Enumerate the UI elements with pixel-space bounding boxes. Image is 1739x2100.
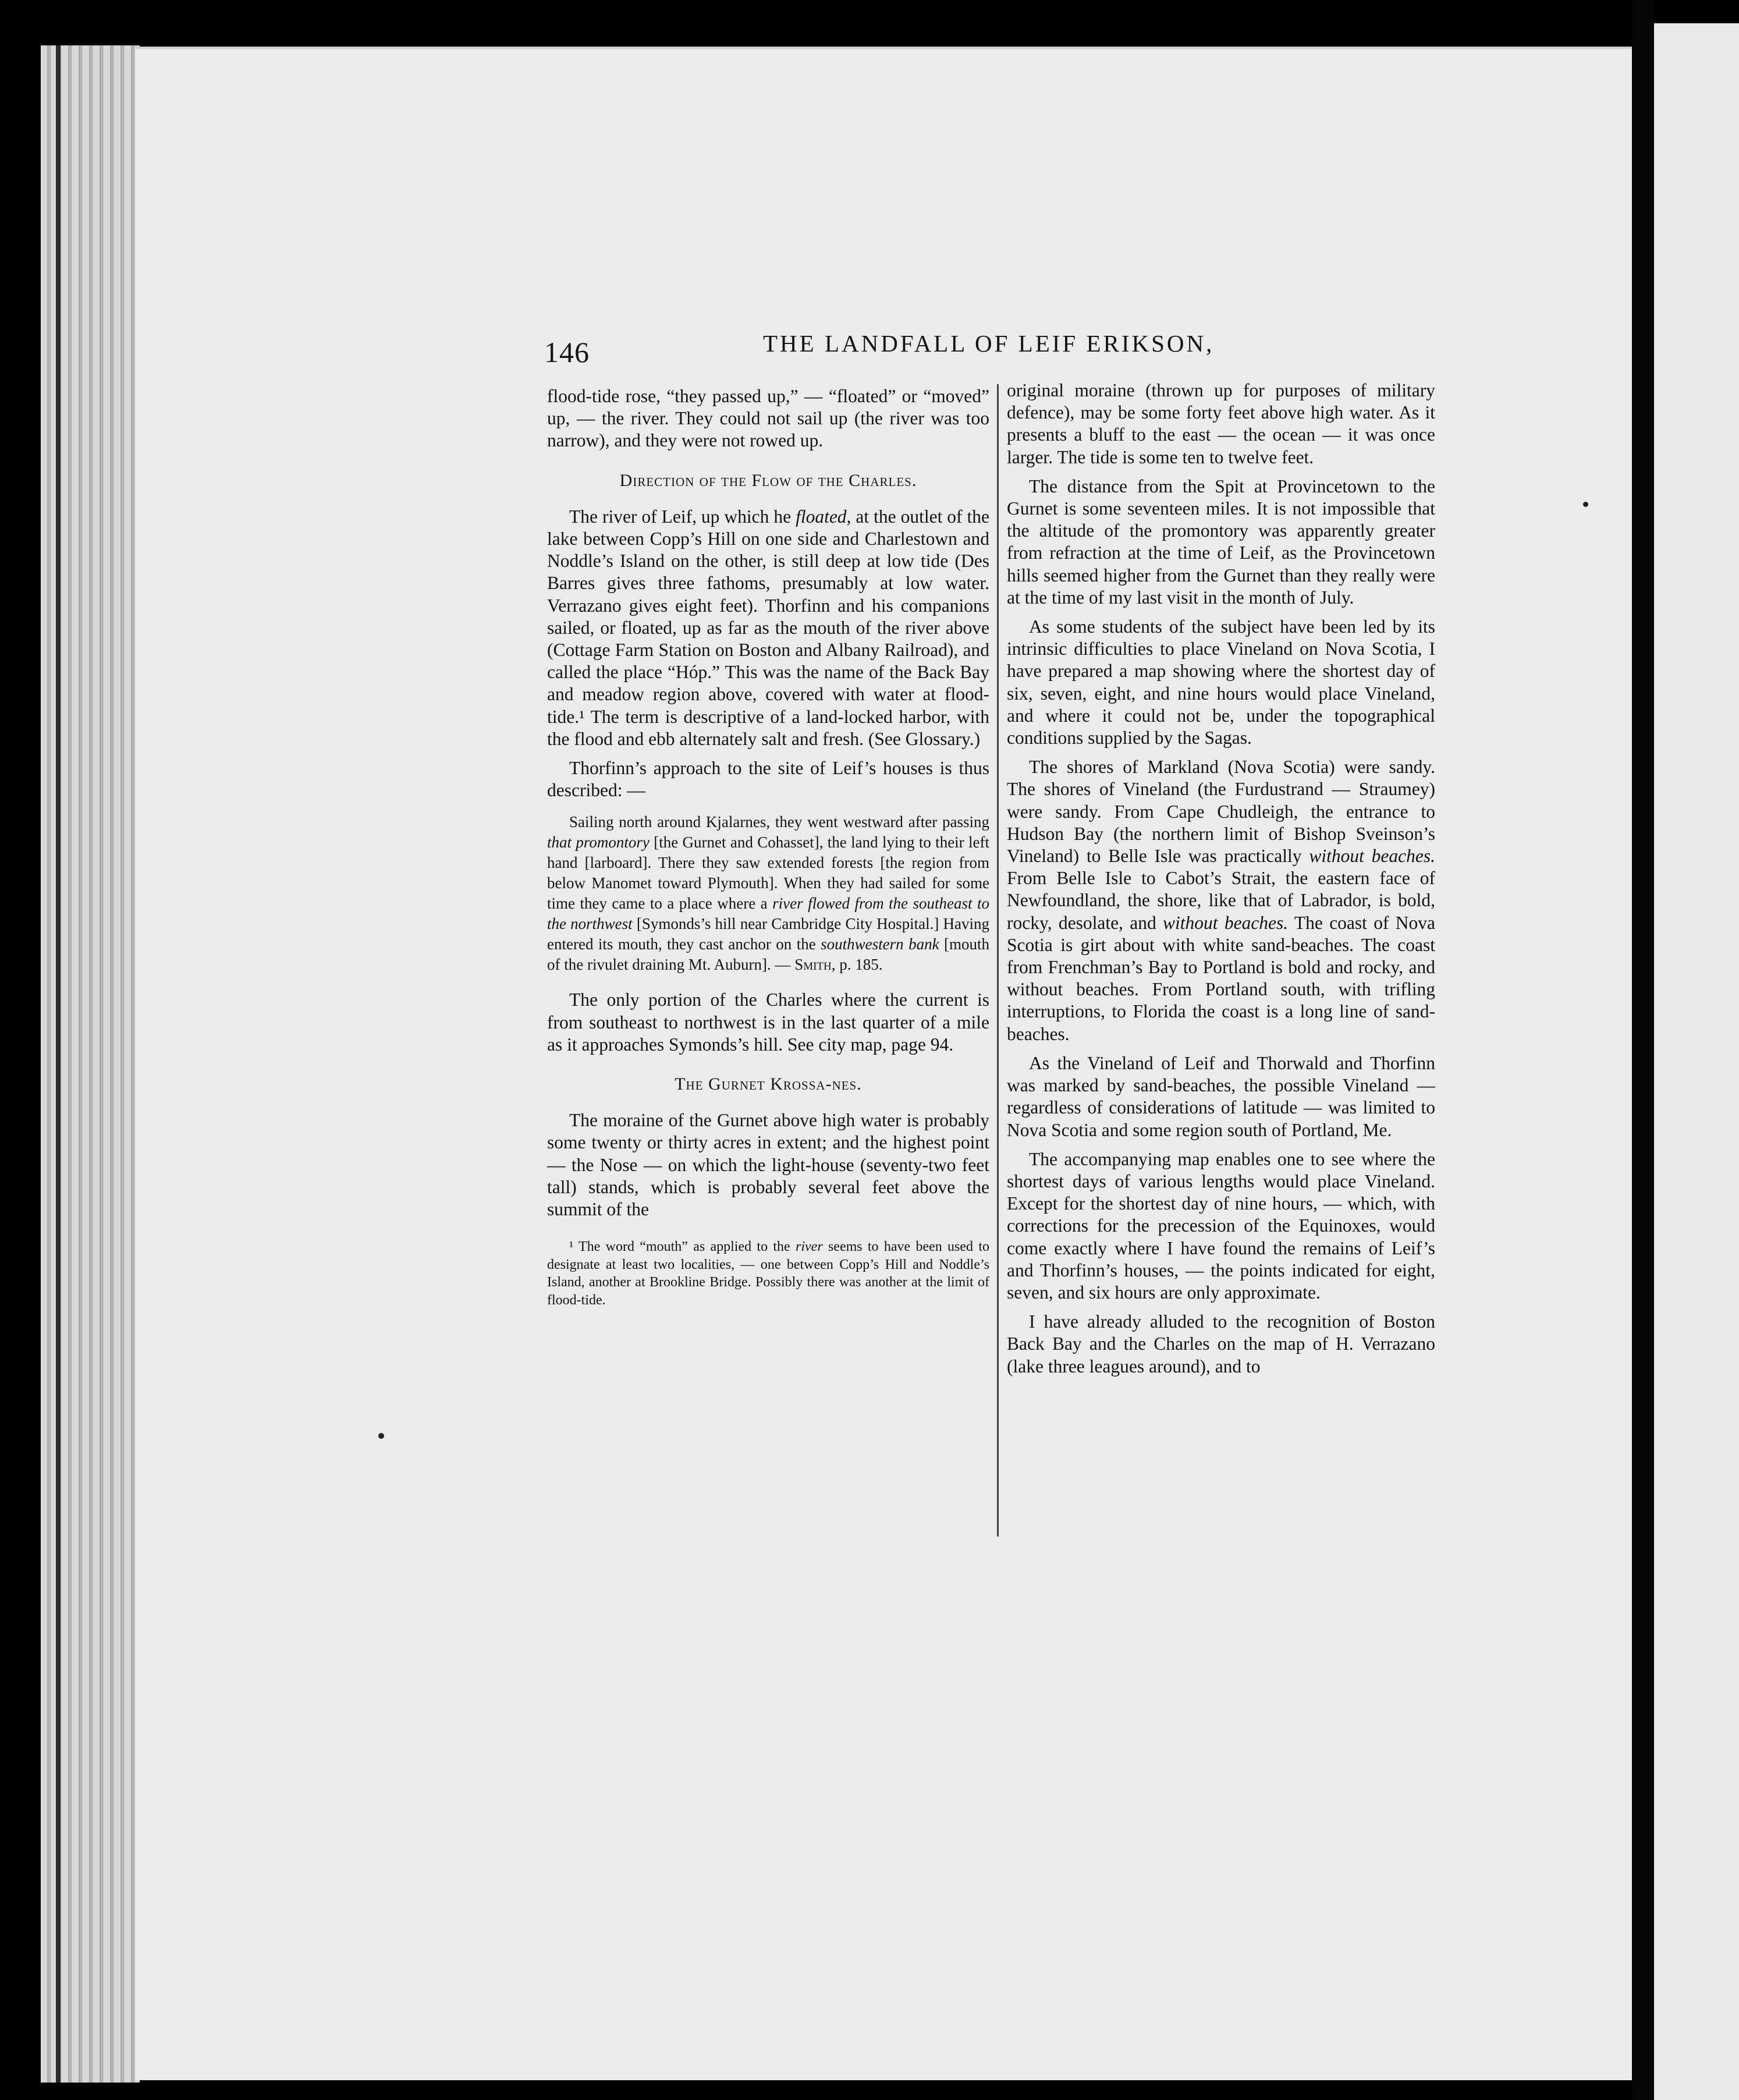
paragraph: As the Vineland of Leif and Thorwald and Thorfinn was marked by sand-beaches, the possible Vineland — regardless of considerations of latitude — was limited to Nova Scotia and some region south of Portland, Me. <box>1007 1052 1435 1140</box>
emphasis: without beaches. <box>1309 846 1436 867</box>
facing-page-edge <box>1654 23 1739 2100</box>
emphasis: river flowed from the southeast to the northwest <box>547 895 989 933</box>
paragraph: I have already alluded to the recognition of Boston Back Bay and the Charles on the map of H. Verrazano (lake three leagues around), and to <box>1007 1311 1435 1377</box>
section-heading: Direction of the Flow of the Charles. <box>619 470 917 490</box>
block-quote: Sailing north around Kjalarnes, they went westward after passing that promontory [the Gurnet and Cohasset], the land lying to their left hand [larboard]. There they saw extended forests [the region from below Manomet toward Plymouth]. When they had sailed for some time they came to a place where a river flowed from the southeast to the northwest [Symonds’s hill near Cambridge City Hospital.] Having entered its mouth, they cast anchor on the southwestern bank [mouth of the rivulet draining Mt. Auburn]. — Smith, p. 185. <box>547 813 989 974</box>
emphasis: southwestern bank <box>821 935 939 953</box>
book-gutter <box>1632 0 1654 2100</box>
paragraph: flood-tide rose, “they passed up,” — “floated” or “moved” up, — the river. They could not sail up (the river was too narrow), and they were not rowed up. <box>547 386 989 451</box>
left-column <box>547 385 989 1309</box>
column-divider <box>997 384 999 1537</box>
paragraph: The shores of Markland (Nova Scotia) were sandy. The shores of Vineland (the Furdustrand — Straumey) were sandy. From Cape Chudleigh, the entrance to Hudson Bay (the northern limit of Bishop Sveinson’s Vineland) to Belle Isle was practically without beaches. From Belle Isle to Cabot’s Strait, the eastern face of Newfoundland, the shore, like that of Labrador, is bold, rocky, desolate, and without beaches. The coast of Nova Scotia is girt about with white sand-beaches. The coast from Frenchman’s Bay to Portland is bold and rocky, and without beaches. From Portland south, with trifling interruptions, to Florida the coast is a long line of sand-beaches. <box>1007 757 1436 1044</box>
paragraph: The only portion of the Charles where the current is from southeast to northwest is in the last quarter of a mile as it approaches Symonds’s hill. See city map, page 94. <box>547 989 989 1055</box>
scan-speck <box>1583 502 1588 507</box>
paragraph: The river of Leif, up which he floated, at the outlet of the lake between Copp’s Hill on one side and Charlestown and Noddle’s Island on the other, is still deep at low tide (Des Barres gives three fathoms, presumably at low water. Verrazano gives eight feet). Thorfinn and his companions sailed, or floated, up as far as the mouth of the river above (Cottage Farm Station on Boston and Albany Railroad), and called the place “Hóp.” This was the name of the Back Bay and meadow region above, covered with water at flood-tide.¹ The term is descriptive of a land-locked harbor, with the flood and ebb alternately salt and fresh. (See Glossary.) <box>547 506 989 749</box>
quote-source: Smith <box>794 956 832 974</box>
paragraph: The distance from the Spit at Provincetown to the Gurnet is some seventeen miles. It is not impossible that the altitude of the promontory was apparently greater from refraction at the time of Leif, as the Provincetown hills seemed higher from the Gurnet than they really were at the time of my last visit in the month of July. <box>1007 476 1435 608</box>
emphasis: without beaches. <box>1163 912 1289 933</box>
page-header <box>544 329 1435 370</box>
paragraph: original moraine (thrown up for purposes of military defence), may be some forty feet above high water. As it presents a bluff to the east — the ocean — it was once larger. The tide is some ten to twelve feet. <box>1007 380 1435 467</box>
footnote: ¹ The word “mouth” as applied to the river seems to have been used to designate at least two localities, — one between Copp’s Hill and Noddle’s Island, another at Brookline Bridge. Possibly there was another at the limit of flood-tide. <box>547 1239 989 1308</box>
section-heading: The Gurnet Krossa-nes. <box>675 1074 862 1094</box>
right-column <box>1007 379 1435 1378</box>
emphasis: that promontory <box>547 833 650 852</box>
running-head: THE LANDFALL OF LEIF ERIKSON, <box>763 330 1215 357</box>
scan-speck <box>378 1433 384 1439</box>
paragraph: Thorfinn’s approach to the site of Leif’s houses is thus described: — <box>547 758 989 801</box>
binding-shadow <box>56 45 61 2083</box>
paragraph: The moraine of the Gurnet above high water is probably some twenty or thirty acres in extent; and the highest point — the Nose — on which the light-house (seventy-two feet tall) stands, which is probably several feet above the summit of the <box>547 1110 989 1220</box>
paragraph: As some students of the subject have been led by its intrinsic difficulties to place Vineland on Nova Scotia, I have prepared a map showing where the shortest day of six, seven, eight, and nine hours would place Vineland, and where it could not be, under the topographical conditions supplied by the Sagas. <box>1007 616 1435 749</box>
emphasis: river <box>796 1239 823 1255</box>
emphasis: floated, <box>796 506 851 527</box>
page-number: 146 <box>544 336 590 368</box>
paragraph: The accompanying map enables one to see where the shortest days of various lengths would place Vineland. Except for the shortest day of nine hours, — which, with corrections for the precession of the Equinoxes, would come exactly where I have found the remains of Leif’s and Thorfinn’s houses, — the points indicated for eight, seven, and six hours are only approximate. <box>1007 1148 1435 1303</box>
